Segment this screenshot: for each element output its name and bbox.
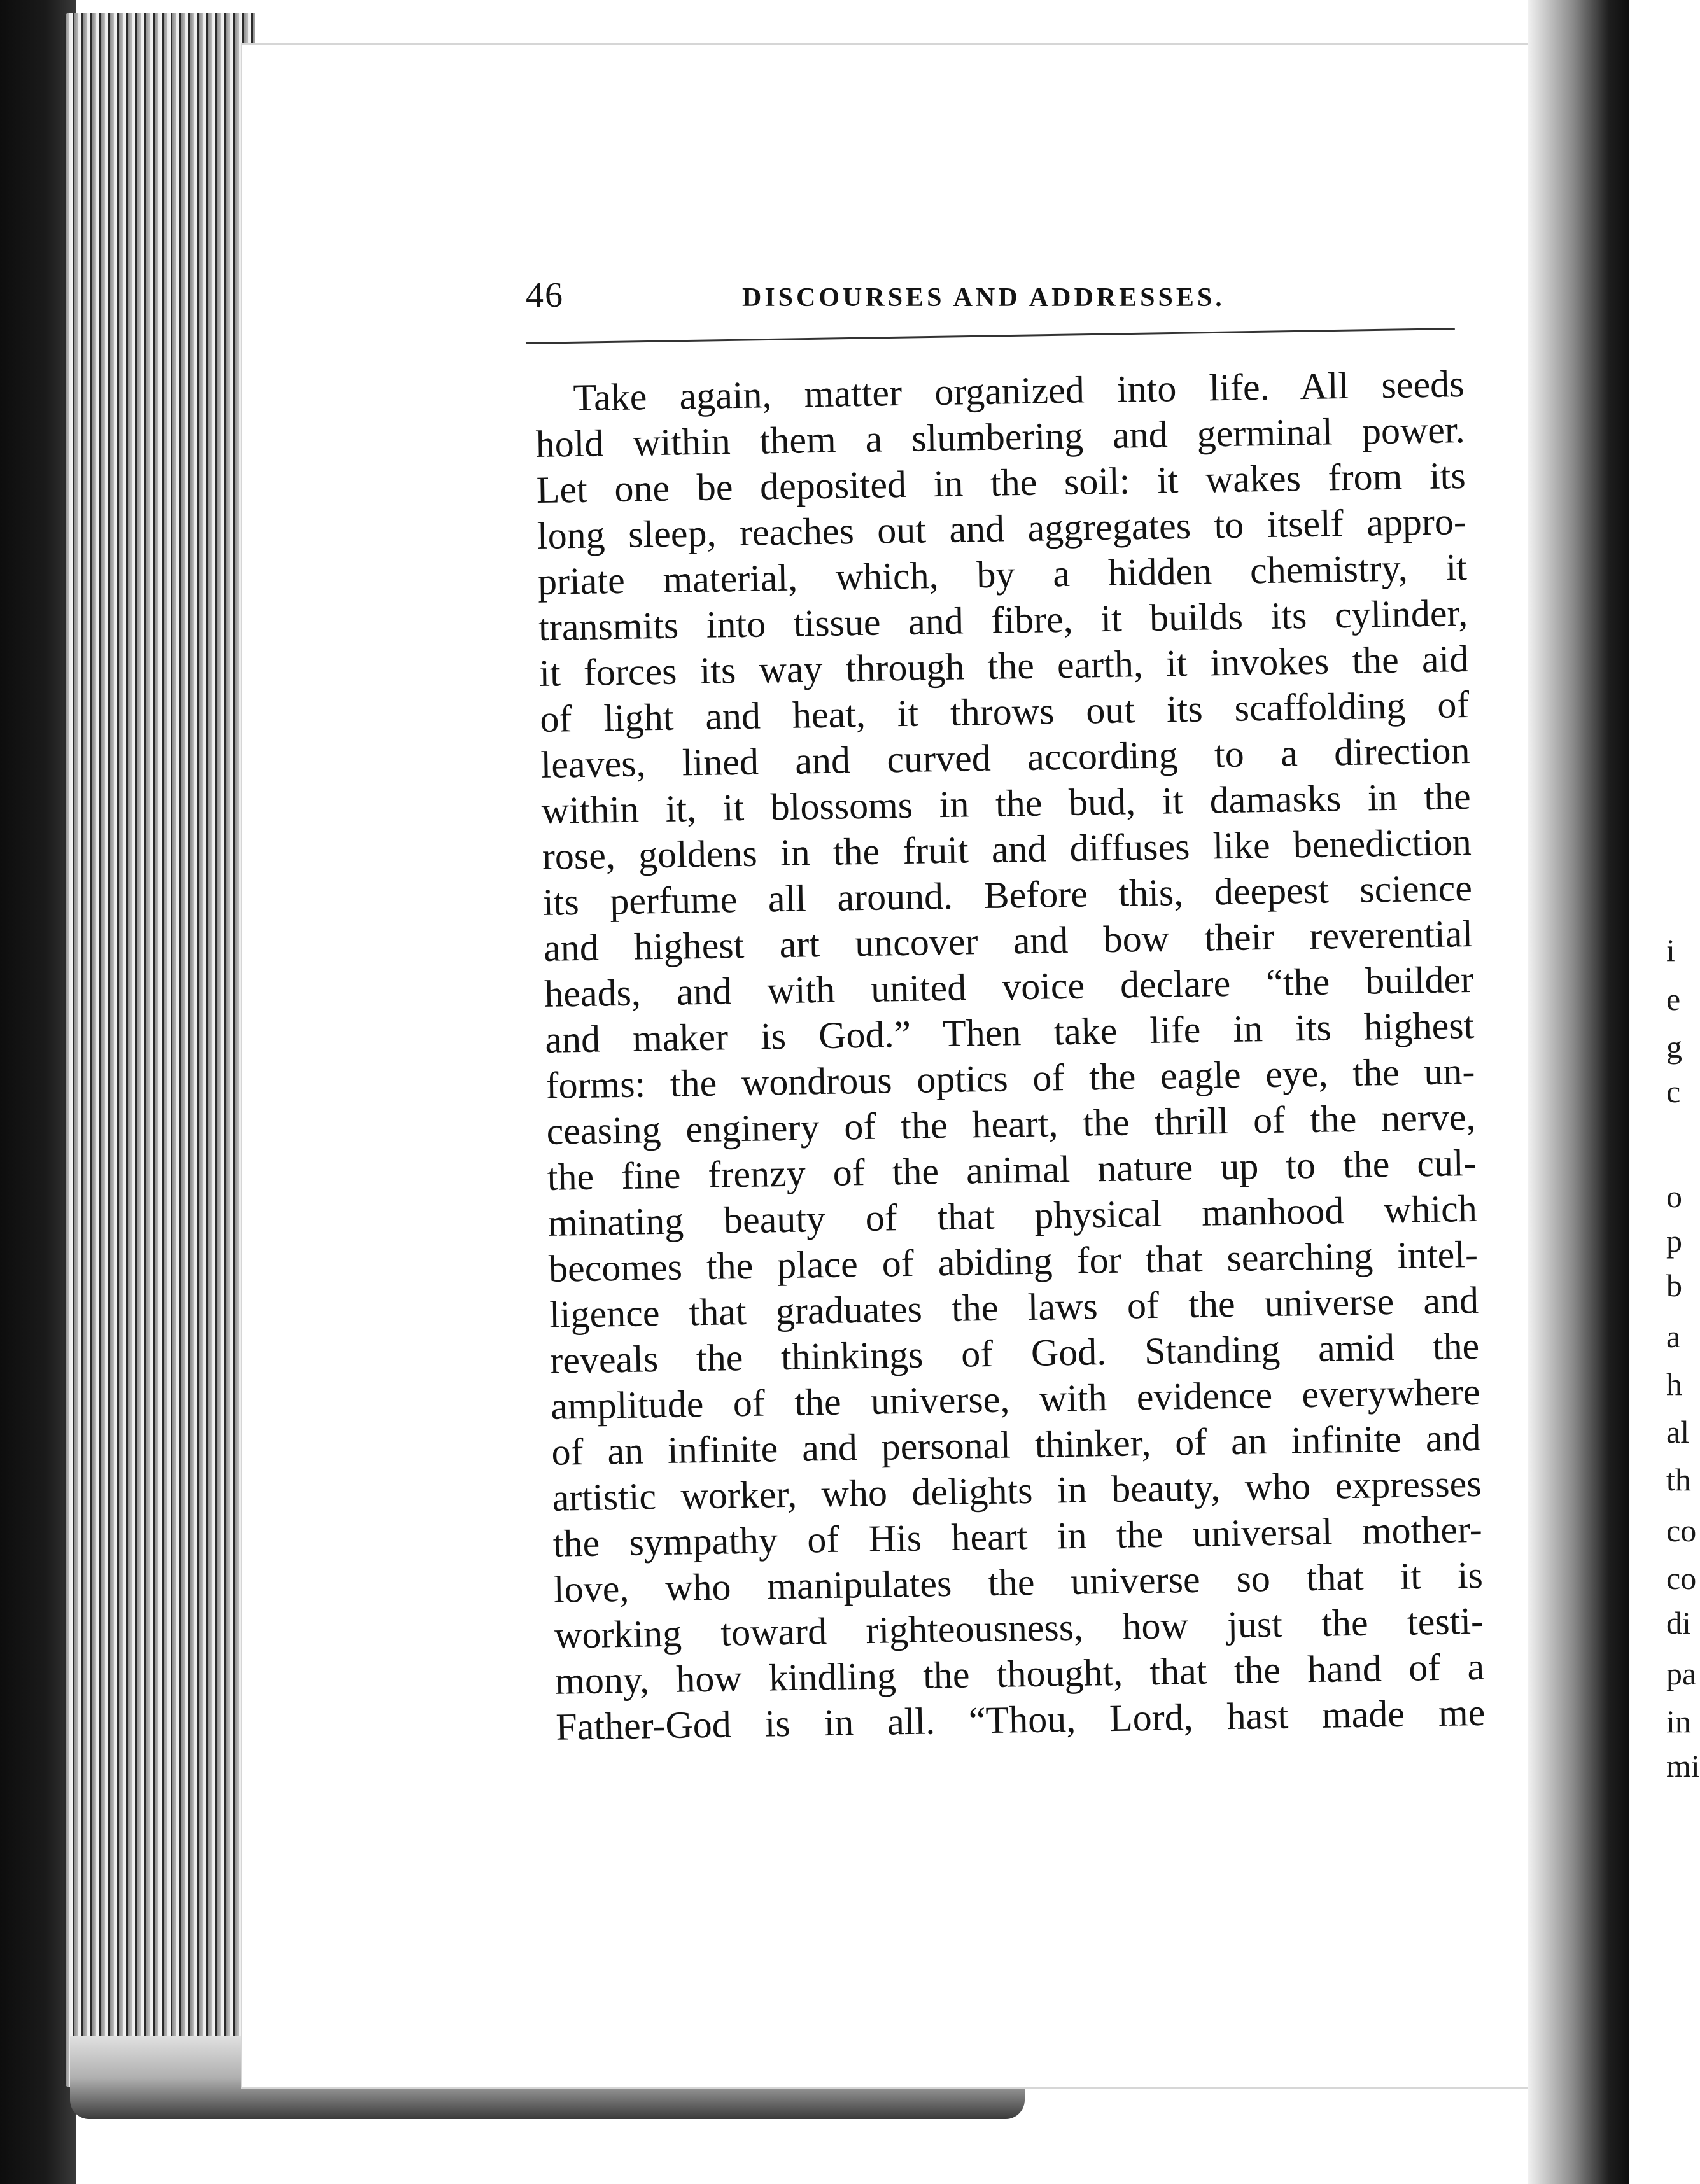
text-line: and highest art uncover and bow their reverential — [543, 912, 1473, 969]
text-line: and maker is God.” Then take life in its highest — [544, 1004, 1475, 1061]
text-line: rose, goldens in the fruit and diffuses like benediction — [542, 820, 1472, 878]
text-line: reveals the thinkings of God. Standing amid the — [549, 1324, 1480, 1382]
text-line: the sympathy of His heart in the universal mother- — [552, 1508, 1483, 1565]
text-line: love, who manipulates the universe so that it is — [553, 1553, 1484, 1611]
next-page-fragment: c — [1666, 1074, 1681, 1109]
text-line: minating beauty of that physical manhood which — [547, 1187, 1478, 1244]
running-title: DISCOURSES AND ADDRESSES. — [742, 283, 1225, 312]
running-head — [526, 275, 1449, 319]
text-line: artistic worker, who delights in beauty, who expresses — [552, 1462, 1482, 1519]
next-page-fragment: mi — [1666, 1748, 1700, 1784]
text-line: of an infinite and personal thinker, of an infinite and — [551, 1416, 1481, 1473]
page-number: 46 — [526, 276, 564, 315]
text-line: becomes the place of abiding for that searching intel- — [548, 1233, 1479, 1290]
text-line: priate material, which, by a hidden chemistry, it — [537, 546, 1468, 603]
next-page-fragment: di — [1666, 1605, 1691, 1641]
text-line: mony, how kindling the thought, that the hand of a — [554, 1645, 1485, 1702]
text-line: the fine frenzy of the animal nature up to the cul- — [547, 1141, 1477, 1198]
next-page-fragment: e — [1666, 981, 1681, 1017]
text-line: hold within them a slumbering and germinal power. — [535, 409, 1466, 465]
next-page-fragment: pa — [1666, 1656, 1697, 1691]
text-line: ligence that graduates the laws of the universe and — [549, 1278, 1479, 1336]
text-line: working toward righteousness, how just the testi- — [554, 1599, 1484, 1656]
next-page-fragment: al — [1666, 1414, 1690, 1450]
text-line: of light and heat, it throws out its scaffolding of — [539, 683, 1470, 740]
next-page-fragment: co — [1666, 1560, 1697, 1596]
page-edges — [64, 13, 255, 2087]
next-page-fragment: th — [1666, 1462, 1691, 1497]
text-line: heads, and with united voice declare “the builder — [544, 958, 1474, 1015]
text-line: long sleep, reaches out and aggregates to itself appro- — [537, 500, 1467, 557]
text-line: amplitude of the universe, with evidence everywhere — [550, 1370, 1480, 1427]
next-page-fragment: co — [1666, 1513, 1697, 1548]
next-page-fragment: a — [1666, 1319, 1681, 1354]
next-page-edge — [1629, 0, 1696, 2184]
text-line: forms: the wondrous optics of the eagle eye, the un- — [545, 1049, 1475, 1107]
next-page-fragment: b — [1666, 1268, 1682, 1303]
text-line: Let one be deposited in the soil: it wakes from its — [536, 454, 1466, 511]
text-line: Take again, matter organized into life. All seeds — [573, 363, 1465, 419]
text-line: transmits into tissue and fibre, it builds its cylinder, — [538, 592, 1468, 648]
next-page-fragment: h — [1666, 1366, 1682, 1402]
text-line: ceasing enginery of the heart, the thrill of the nerve, — [546, 1095, 1476, 1152]
text-line: Father-God is in all. “Thou, Lord, hast made me — [555, 1691, 1486, 1748]
body-text — [535, 361, 1486, 1750]
text-line: leaves, lined and curved according to a direction — [540, 729, 1470, 786]
next-page-fragment: in — [1666, 1704, 1691, 1739]
text-line: it forces its way through the earth, it invokes the aid — [538, 638, 1469, 694]
text-line: its perfume all around. Before this, deepest science — [542, 866, 1473, 923]
text-line: within it, it blossoms in the bud, it damasks in the — [541, 774, 1472, 832]
next-page-fragment: g — [1666, 1029, 1682, 1065]
next-page-fragment: o — [1666, 1179, 1682, 1214]
next-page-fragment: i — [1666, 932, 1675, 968]
next-page-fragment: p — [1666, 1223, 1682, 1259]
gutter-shadow — [1528, 0, 1629, 2184]
